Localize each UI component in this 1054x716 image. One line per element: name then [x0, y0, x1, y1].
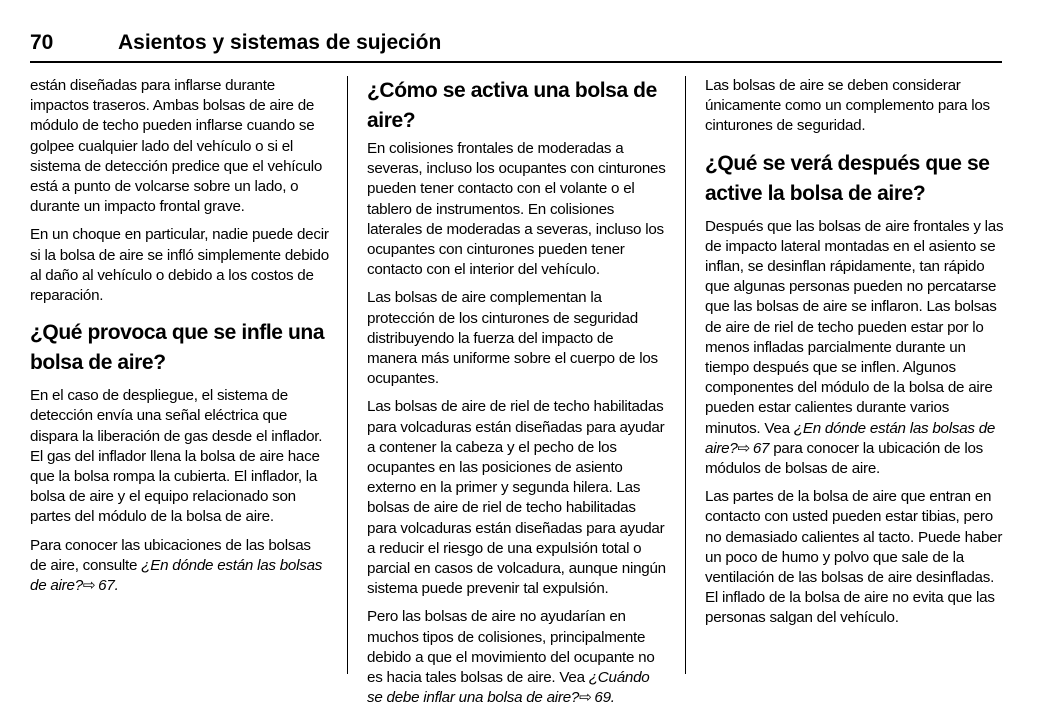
col1-paragraph-1: están diseñadas para inflarse durante impactos traseros. Ambas bolsas de aire de módulo de techo pueden inflarse cuando se golpee cualquier lado del vehículo o si el sistema de detección predice que el vehículo está a punto de volcarse sobre un lado, o durante un impacto frontal grave. [30, 77, 323, 216]
section-heading-how-activates: ¿Cómo se activa una bolsa de aire? [367, 79, 657, 132]
col1-paragraph-3: En el caso de despliegue, el sistema de detección envía una señal eléctrica que dispara la liberación de gas desde el inflador. El gas del inflador llena la bolsa de aire hace que la bolsa rompa la cubierta. El inflador, la bolsa de aire y el equipo relacionado son partes del módulo de la bolsa de aire. [30, 387, 323, 526]
col3-p2-text: Después que las bolsas de aire frontales y las de impacto lateral montadas en el asiento se inflan, se desinflan rápidamente, tan rápido que algunas personas pueden no percatarse que las bolsas de aire se inflaron. Las bolsas de aire de riel de techo pueden estar por lo menos infladas parcialmente durante un tiempo después que se inflen. Algunos componentes del módulo de la bolsa de aire pueden estar calientes durante varios minutos. [705, 217, 1004, 437]
col2-paragraph-1: En colisiones frontales de moderadas a severas, incluso los ocupantes con cinturones pueden tener contacto con el volante o el tablero de instrumentos. En colisiones laterales de moderadas a severas, incluso los ocupantes con cinturones pueden tener contacto con el interior del vehículo. [367, 140, 666, 279]
col2-paragraph-4 [367, 607, 667, 708]
page-ref-arrow-icon: ⇨ [737, 439, 751, 457]
col3-p2-tail: para conocer la ubicación de los módulos de bolsas de aire. [705, 439, 984, 478]
col2-paragraph-2: Las bolsas de aire complementan la protección de los cinturones de seguridad distribuyendo la fuerza del impacto de manera más uniforme sobre el cuerpo de los ocupantes. [367, 289, 658, 388]
page-reference: 69. [594, 689, 615, 707]
page-ref-arrow-icon: ⇨ [82, 577, 96, 595]
page-reference: 67 [752, 439, 770, 457]
header-rule [30, 61, 1002, 63]
column-divider-1 [347, 76, 348, 674]
section-heading-what-triggers: ¿Qué provoca que se infle una bolsa de aire? [30, 321, 325, 375]
page-reference: 67. [98, 577, 119, 595]
column-3 [705, 76, 1005, 637]
cross-reference-link[interactable]: ¿Cuándo se debe inflar una bolsa de aire? [367, 669, 650, 707]
chapter-title: Asientos y sistemas de sujeción [118, 31, 442, 54]
col1-paragraph-4 [30, 536, 330, 597]
cross-reference-link[interactable]: ¿En dónde están las bolsas de aire? [705, 419, 996, 457]
col3-paragraph-1: Las bolsas de aire se deben considerar únicamente como un complemento para los cinturones de seguridad. [705, 77, 990, 135]
col3-p2-vea: Vea [764, 419, 794, 437]
col1-p4-text: Para conocer las ubicaciones de las bolsas de aire, consulte [30, 536, 311, 574]
column-1 [30, 76, 330, 604]
section-heading-after-activation: ¿Qué se verá después que se active la bolsa de aire? [705, 151, 990, 205]
col3-paragraph-2 [705, 217, 1005, 480]
col3-paragraph-3: Las partes de la bolsa de aire que entran en contacto con usted pueden estar tibias, pero no demasiado calientes al tacto. Puede haber un poco de humo y polvo que sale de la ventilación de las bolsas de aire desinfladas. El inflado de la bolsa de aire no evita que las personas salgan del vehículo. [705, 488, 1003, 627]
page-header [30, 28, 1002, 58]
page-ref-arrow-icon: ⇨ [579, 689, 592, 707]
page-number: 70 [30, 31, 54, 54]
col2-paragraph-3: Las bolsas de aire de riel de techo habilitadas para volcaduras están diseñadas para ayudar a contener la cabeza y el pecho de los ocupantes en las posiciones de asiento externo en la primer y segunda hilera. Las bolsas de aire de riel de techo habilitadas para volcaduras están diseñadas para ayudar a reducir el riesgo de una expulsión total o parcial en casos de volcadura, aunque ningún sistema puede prevenir tal expulsión. [367, 398, 666, 598]
col1-paragraph-2: En un choque en particular, nadie puede decir si la bolsa de aire se infló simplemente debido al daño al vehículo o debido a los costos de reparación. [30, 226, 329, 305]
col2-p4-text: Pero las bolsas de aire no ayudarían en muchos tipos de colisiones, principalmente debido a que el movimiento del ocupante no es hacia tales bolsas de aire. Vea [367, 608, 655, 687]
cross-reference-link[interactable]: ¿En dónde están las bolsas de aire? [30, 556, 323, 595]
column-2 [367, 76, 667, 716]
column-divider-2 [685, 76, 686, 674]
